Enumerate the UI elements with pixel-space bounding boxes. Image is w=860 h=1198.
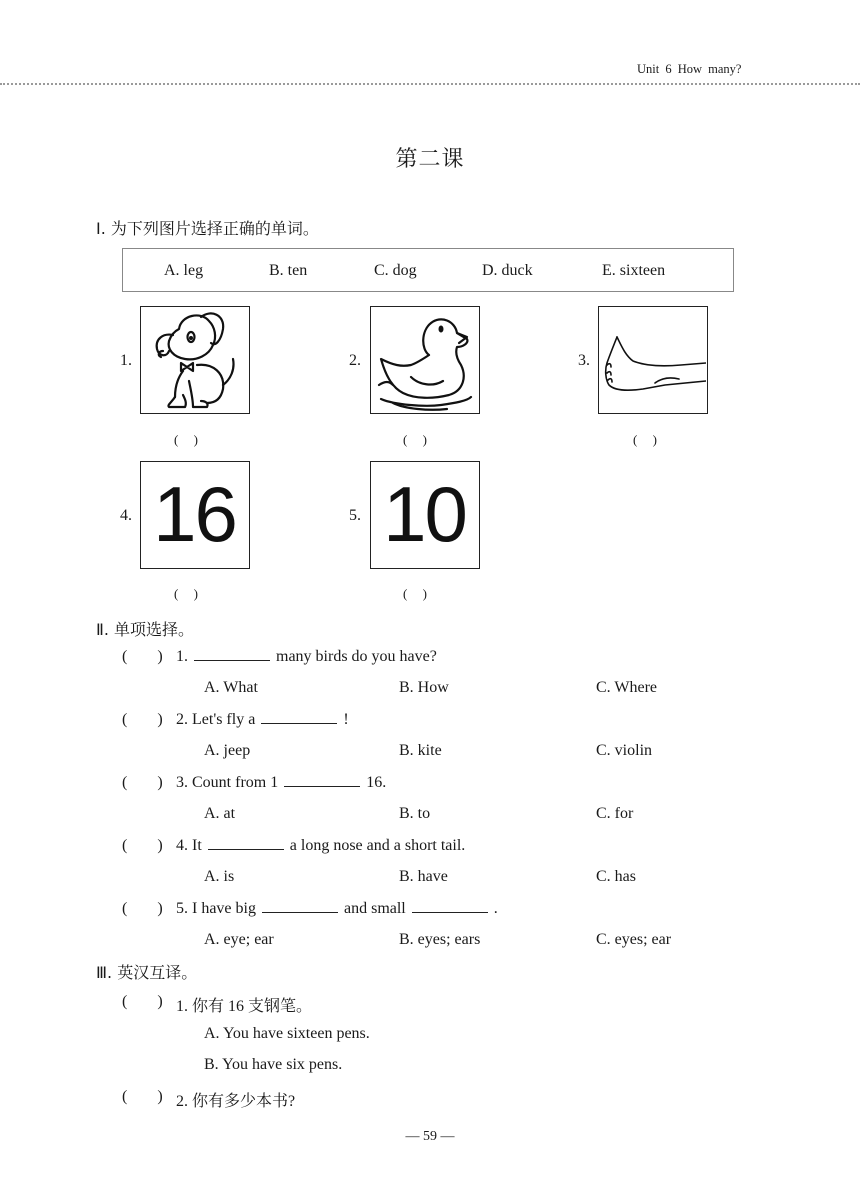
q3-1-text: 1. 你有 16 支钢笔。 — [176, 998, 313, 1015]
q2-1-option-a[interactable]: A. What — [204, 679, 258, 696]
word-option-a: A. leg — [164, 262, 204, 279]
q2-5-text: 5. I have big and small . — [176, 900, 498, 917]
q2-4-option-b[interactable]: B. have — [399, 868, 448, 885]
picture-5-number: 5. — [349, 507, 361, 524]
duck-drawing-icon — [371, 307, 478, 412]
picture-1-answer[interactable]: ( ) — [174, 432, 198, 447]
answer-blank[interactable] — [261, 722, 337, 724]
word-option-b: B. ten — [269, 262, 308, 279]
leg-drawing-icon — [599, 307, 706, 412]
answer-blank[interactable] — [262, 911, 338, 913]
picture-1-number: 1. — [120, 352, 132, 369]
running-head: Unit 6 How many? — [637, 62, 742, 76]
q2-2-answer[interactable]: ( ) — [122, 711, 163, 728]
q2-4-answer[interactable]: ( ) — [122, 837, 163, 854]
q2-3-answer[interactable]: ( ) — [122, 774, 163, 791]
q2-5-option-c[interactable]: C. eyes; ear — [596, 931, 672, 948]
picture-5-frame — [370, 461, 480, 569]
answer-blank[interactable] — [284, 785, 360, 787]
picture-4-answer[interactable]: ( ) — [174, 586, 198, 601]
q2-1-option-b[interactable]: B. How — [399, 679, 449, 696]
picture-2-frame — [370, 306, 480, 414]
section-1-title: Ⅰ. 为下列图片选择正确的单词。 — [96, 219, 319, 238]
q2-5-option-b[interactable]: B. eyes; ears — [399, 931, 481, 948]
lesson-title: 第二课 — [395, 147, 465, 172]
q3-2-answer[interactable]: ( ) — [122, 1088, 163, 1105]
dog-drawing-icon — [141, 307, 248, 412]
answer-blank[interactable] — [208, 848, 284, 850]
picture-5-digits: 10 — [383, 470, 466, 558]
q2-4-option-a[interactable]: A. is — [204, 868, 235, 885]
q2-5-answer[interactable]: ( ) — [122, 900, 163, 917]
picture-3-number: 3. — [578, 352, 590, 369]
q2-3-text: 3. Count from 1 16. — [176, 774, 387, 791]
answer-blank[interactable] — [194, 659, 270, 661]
q2-2-option-c[interactable]: C. violin — [596, 742, 653, 759]
q3-1-answer[interactable]: ( ) — [122, 993, 163, 1010]
word-option-c: C. dog — [374, 262, 417, 279]
q2-3-option-c[interactable]: C. for — [596, 805, 634, 822]
q3-1-option-b[interactable]: B. You have six pens. — [204, 1056, 343, 1073]
header-rule — [0, 83, 860, 85]
picture-4-number: 4. — [120, 507, 132, 524]
answer-blank[interactable] — [412, 911, 488, 913]
q2-3-option-a[interactable]: A. at — [204, 805, 236, 822]
q2-4-text: 4. It a long nose and a short tail. — [176, 837, 466, 854]
page-number: — 59 — — [405, 1129, 455, 1144]
q2-4-option-c[interactable]: C. has — [596, 868, 636, 885]
picture-4-frame — [140, 461, 250, 569]
q2-1-answer[interactable]: ( ) — [122, 648, 163, 665]
q2-2-option-a[interactable]: A. jeep — [204, 742, 251, 759]
q2-2-option-b[interactable]: B. kite — [399, 742, 442, 759]
q2-1-text: 1. many birds do you have? — [176, 648, 437, 665]
word-option-e: E. sixteen — [602, 262, 666, 279]
picture-2-answer[interactable]: ( ) — [403, 432, 427, 447]
q2-1-option-c[interactable]: C. Where — [596, 679, 658, 696]
picture-3-answer[interactable]: ( ) — [633, 432, 657, 447]
picture-1-frame — [140, 306, 250, 414]
picture-4-digits: 16 — [153, 470, 236, 558]
word-option-d: D. duck — [482, 262, 533, 279]
q2-3-option-b[interactable]: B. to — [399, 805, 431, 822]
q2-2-text: 2. Let's fly a ! — [176, 711, 349, 728]
picture-3-frame — [598, 306, 708, 414]
picture-2-number: 2. — [349, 352, 361, 369]
section-3-title: Ⅲ. 英汉互译。 — [96, 963, 198, 982]
section-2-title: Ⅱ. 单项选择。 — [96, 620, 195, 639]
q3-2-text: 2. 你有多少本书? — [176, 1093, 296, 1110]
q2-5-option-a[interactable]: A. eye; ear — [204, 931, 274, 948]
picture-5-answer[interactable]: ( ) — [403, 586, 427, 601]
q3-1-option-a[interactable]: A. You have sixteen pens. — [204, 1025, 370, 1042]
